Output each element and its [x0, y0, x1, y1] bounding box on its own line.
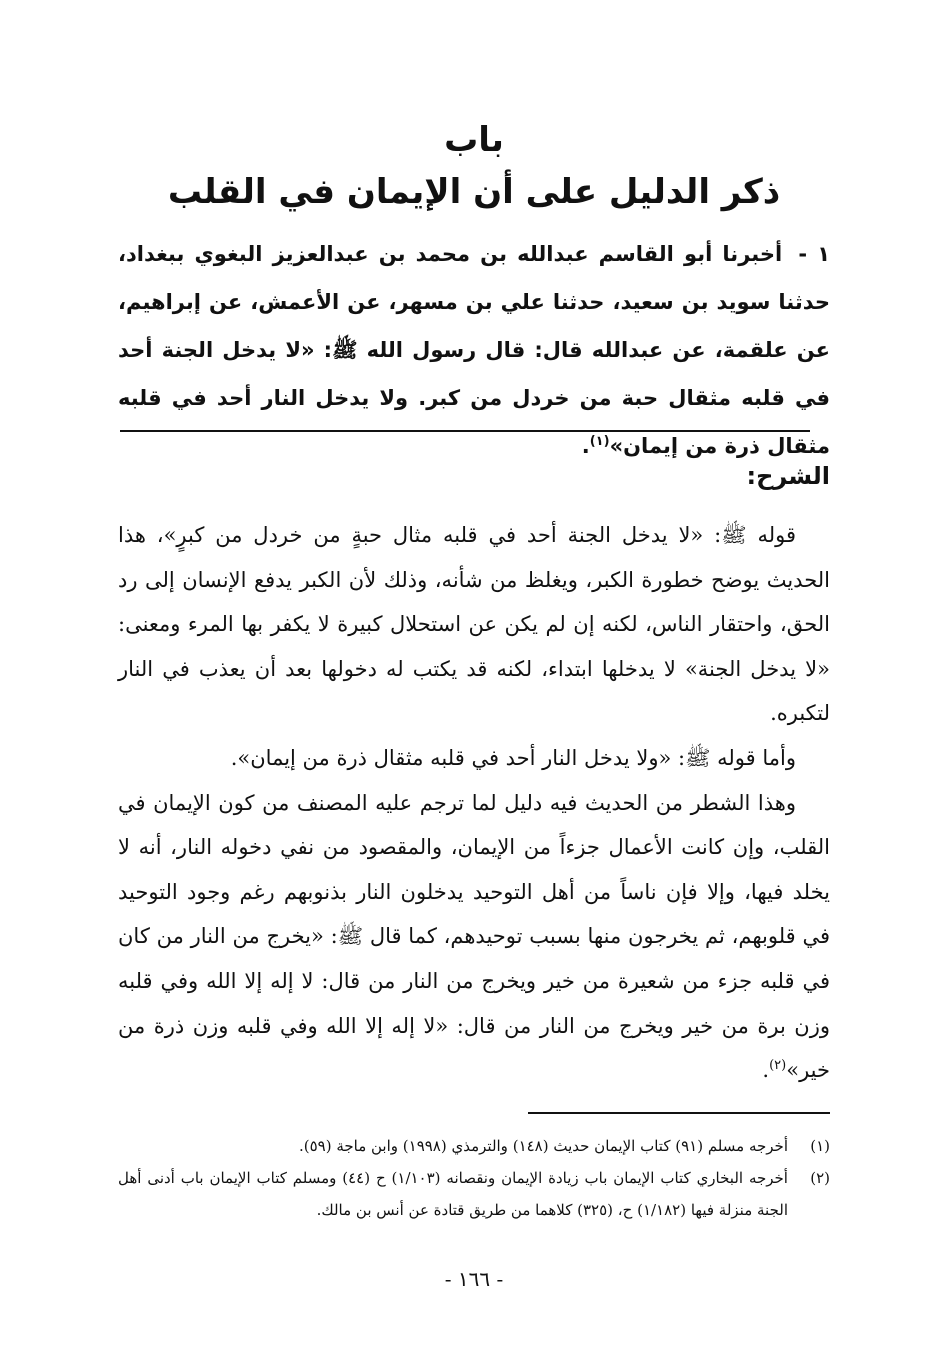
- page-number: - ١٦٦ -: [444, 1267, 504, 1291]
- footnotes: [118, 1130, 830, 1226]
- footnote-ref-2[interactable]: (٢): [769, 1058, 787, 1074]
- hadith-number: ١ -: [798, 242, 831, 266]
- chapter-title: ذكر الدليل على أن الإيمان في القلب: [167, 172, 781, 212]
- sharh-paragraph-end: .: [762, 1058, 770, 1083]
- sharh-paragraph: [118, 781, 830, 1093]
- footnote-text: أخرجه مسلم (٩١) كتاب الإيمان حديث (١٤٨) والترمذي (١٩٩٨) وابن ماجة (٥٩).: [298, 1137, 788, 1155]
- footnote-number: (٢): [810, 1169, 830, 1187]
- hadith-body: أخبرنا أبو القاسم عبدالله بن محمد بن عبدالعزيز البغوي ببغداد، حدثنا سويد بن سعيد، حدثنا علي بن مسهر، عن الأعمش، عن إبراهيم، عن علقمة، عن عبدالله قال: قال رسول الله ﷺ: «لا يدخل الجنة أحد في قلبه مثقال حبة من خردل من كبر. ولا يدخل النار أحد في قلبه مثقال ذرة من إيمان»: [118, 242, 830, 458]
- hadith-text: [118, 230, 830, 470]
- footnote-item: [118, 1130, 830, 1162]
- sharh-paragraph-text: وهذا الشطر من الحديث فيه دليل لما ترجم عليه المصنف من كون الإيمان في القلب، وإن كانت الأعمال جزءاً من الإيمان، والمقصود من نفي دخوله النار، أنه لا يخلد فيها، وإلا فإن ناساً من أهل التوحيد يدخلون النار بذنوبهم رغم وجود التوحيد في قلوبهم، ثم يخرجون منها بسبب توحيدهم، كما قال ﷺ: «يخرج من النار من كان في قلبه جزء من شعيرة من خير ويخرج من النار من قال: لا إله إلا الله وفي قلبه وزن برة من خير ويخرج من النار من قال: «لا إله إلا الله وفي قلبه وزن ذرة من خير»: [118, 790, 830, 1083]
- sharh-body: [118, 513, 830, 1093]
- footnote-ref-1[interactable]: (١): [589, 434, 610, 449]
- footnote-item: [118, 1162, 830, 1226]
- chapter-label: باب: [444, 120, 504, 160]
- section-divider: [120, 430, 810, 432]
- footnote-text: أخرجه البخاري كتاب الإيمان باب زيادة الإيمان ونقصانه (١/١٠٣) ح (٤٤) ومسلم كتاب الإيمان باب أدنى أهل الجنة منزلة فيها (١/١٨٢) ح، (٣٢٥) كلاهما من طريق قتادة عن أنس بن مالك.: [118, 1169, 788, 1219]
- sharh-paragraph: وأما قوله ﷺ: «ولا يدخل النار أحد في قلبه مثقال ذرة من إيمان».: [230, 745, 796, 770]
- footnote-number: (١): [810, 1137, 830, 1155]
- hadith-end: .: [581, 434, 590, 458]
- sharh-heading: الشرح:: [746, 462, 830, 490]
- book-page: [118, 0, 830, 1363]
- sharh-paragraph: قوله ﷺ: «لا يدخل الجنة أحد في قلبه مثال حبةٍ من خردل من كبرٍ»، هذا الحديث يوضح خطورة الكبر، ويغلظ من شأنه، وذلك لأن الكبر يدفع الإنسان إلى رد الحق، واحتقار الناس، لكنه إن لم يكن عن استحلال كبيرة لا يكفر بها المرء ومعنى: «لا يدخل الجنة» لا يدخلها ابتداء، لكنه قد يكتب له دخولها بعد أن يعذب في النار لتكبره.: [118, 523, 830, 726]
- footnote-divider: [528, 1112, 830, 1114]
